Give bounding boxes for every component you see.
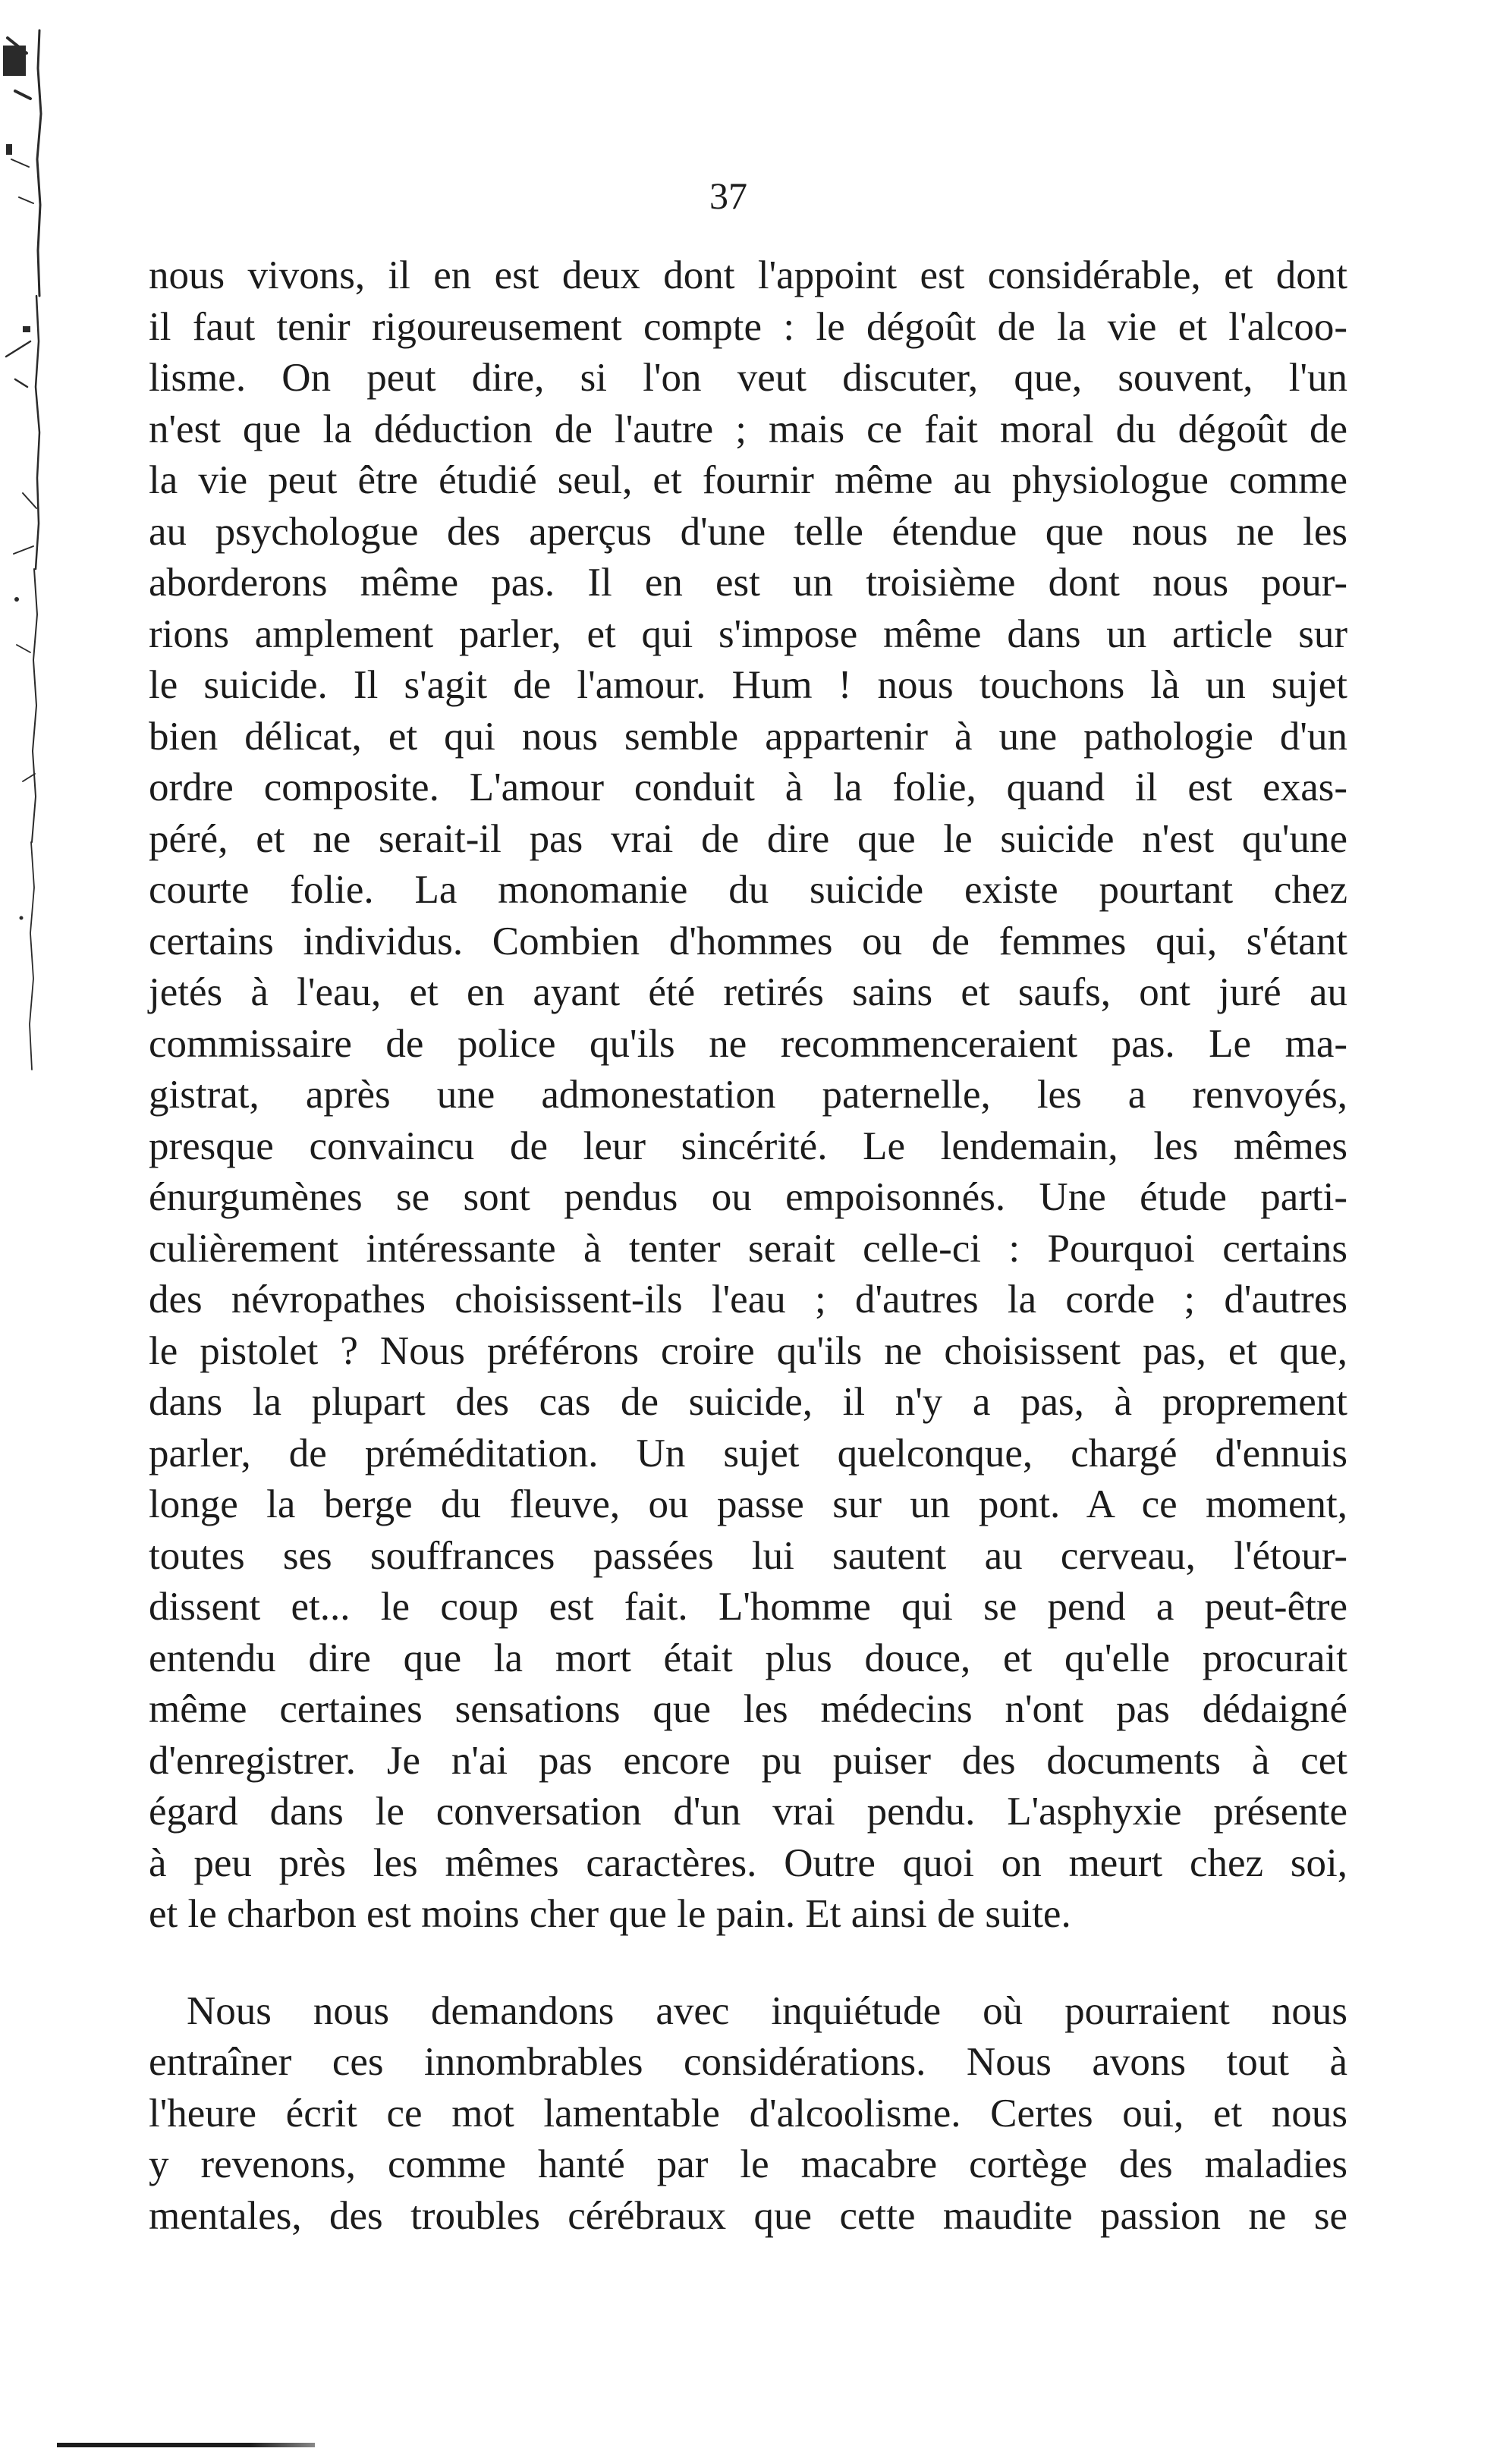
text-line: le suicide. Il s'agit de l'amour. Hum ! nous touchons là un sujet xyxy=(149,663,1347,707)
text-line: courte folie. La monomanie du suicide existe pourtant chez xyxy=(149,868,1347,912)
text-line: longe la berge du fleuve, ou passe sur un pont. A ce moment, xyxy=(149,1482,1347,1526)
text-line: entendu dire que la mort était plus douce, et qu'elle procurait xyxy=(149,1636,1347,1680)
text-line: il faut tenir rigoureusement compte : le dégoût de la vie et l'alcoo- xyxy=(149,304,1347,349)
paragraph xyxy=(149,1986,1347,2242)
text-line: nous vivons, il en est deux dont l'appoint est considérable, et dont xyxy=(149,253,1347,297)
text-line: rions amplement parler, et qui s'impose même dans un article sur xyxy=(149,611,1347,656)
text-line: dissent et... le coup est fait. L'homme qui se pend a peut-être xyxy=(149,1585,1347,1629)
text-line: d'enregistrer. Je n'ai pas encore pu puiser des documents à cet xyxy=(149,1738,1347,1783)
paragraph-gap xyxy=(149,1941,1347,1986)
page-number: 37 xyxy=(709,174,747,217)
text-line: culièrement intéressante à tenter serait celle-ci : Pourquoi certains xyxy=(149,1226,1347,1271)
text-line: Nous nous demandons avec inquiétude où pourraient nous xyxy=(187,1988,1347,2033)
paragraph xyxy=(149,250,1347,1941)
text-line: ordre composite. L'amour conduit à la folie, quand il est exas- xyxy=(149,765,1347,809)
text-line: et le charbon est moins cher que le pain. Et ainsi de suite. xyxy=(149,1892,1071,1936)
text-line: jetés à l'eau, et en ayant été retirés sains et saufs, ont juré au xyxy=(149,970,1347,1014)
text-line: au psychologue des aperçus d'une telle étendue que nous ne les xyxy=(149,509,1347,554)
text-line: lisme. On peut dire, si l'on veut discuter, que, souvent, l'un xyxy=(149,356,1347,400)
text-line: le pistolet ? Nous préférons croire qu'ils ne choisissent pas, et que, xyxy=(149,1328,1347,1373)
text-line: dans la plupart des cas de suicide, il n'y a pas, à proprement xyxy=(149,1380,1347,1424)
text-line: entraîner ces innombrables considérations. Nous avons tout à xyxy=(149,2040,1347,2084)
text-line: énurgumènes se sont pendus ou empoisonnés. Une étude parti- xyxy=(149,1175,1347,1219)
body-text xyxy=(149,250,1347,2242)
text-line: certains individus. Combien d'hommes ou de femmes qui, s'étant xyxy=(149,919,1347,963)
text-line: y revenons, comme hanté par le macabre cortège des maladies xyxy=(149,2142,1347,2186)
text-line: l'heure écrit ce mot lamentable d'alcoolisme. Certes oui, et nous xyxy=(149,2091,1347,2136)
text-line: des névropathes choisissent-ils l'eau ; d'autres la corde ; d'autres xyxy=(149,1278,1347,1322)
text-line: à peu près les mêmes caractères. Outre quoi on meurt chez soi, xyxy=(149,1840,1347,1885)
text-line: bien délicat, et qui nous semble appartenir à une pathologie d'un xyxy=(149,714,1347,759)
text-line: parler, de préméditation. Un sujet quelconque, chargé d'ennuis xyxy=(149,1431,1347,1476)
text-line: presque convaincu de leur sincérité. Le lendemain, les mêmes xyxy=(149,1124,1347,1168)
footer-rule xyxy=(57,2443,315,2447)
text-line: commissaire de police qu'ils ne recommenceraient pas. Le ma- xyxy=(149,1021,1347,1066)
text-line: aborderons même pas. Il en est un troisième dont nous pour- xyxy=(149,561,1347,605)
binding-edge-marks xyxy=(0,23,68,1108)
text-line: n'est que la déduction de l'autre ; mais ce fait moral du dégoût de xyxy=(149,407,1347,451)
text-line: égard dans le conversation d'un vrai pendu. L'asphyxie présente xyxy=(149,1790,1347,1834)
text-line: même certaines sensations que les médecins n'ont pas dédaigné xyxy=(149,1687,1347,1731)
text-line: péré, et ne serait-il pas vrai de dire que le suicide n'est qu'une xyxy=(149,816,1347,861)
text-line: mentales, des troubles cérébraux que cette maudite passion ne se xyxy=(149,2193,1347,2238)
text-line: la vie peut être étudié seul, et fournir même au physiologue comme xyxy=(149,458,1347,502)
text-line: gistrat, après une admonestation paternelle, les a renvoyés, xyxy=(149,1073,1347,1117)
text-line: toutes ses souffrances passées lui sautent au cerveau, l'étour- xyxy=(149,1533,1347,1578)
